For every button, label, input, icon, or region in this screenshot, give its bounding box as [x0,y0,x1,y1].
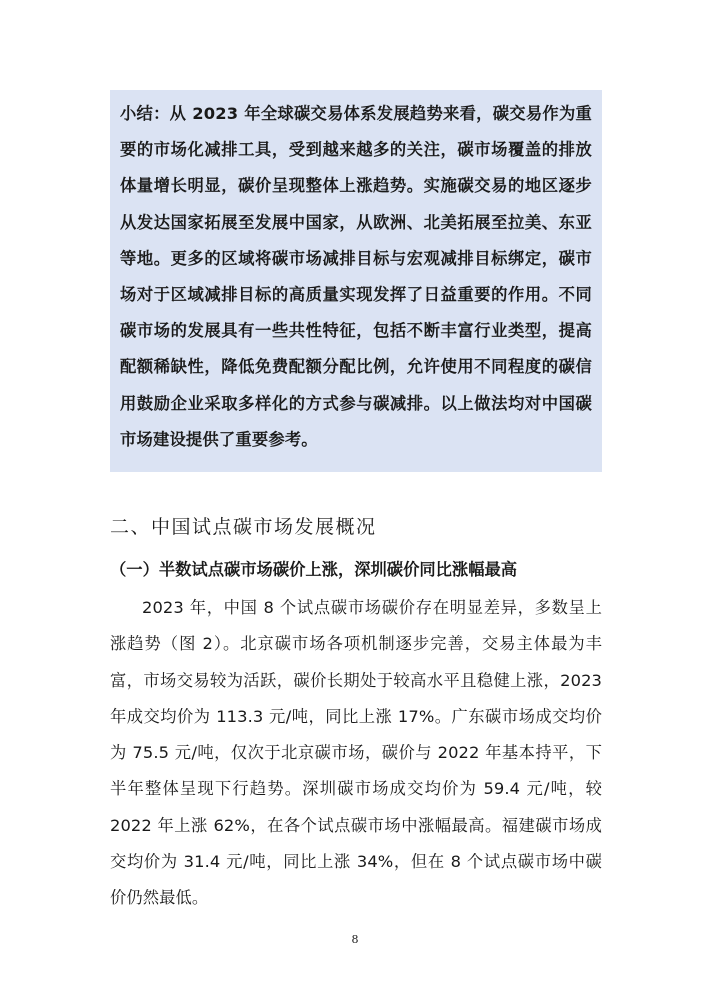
summary-box [110,90,602,472]
section-heading: 二、中国试点碳市场发展概况 [110,516,377,538]
summary-text: 小结：从 2023 年全球碳交易体系发展趋势来看，碳交易作为重要的市场化减排工具，受到越来越多的关注，碳市场覆盖的排放体量增长明显，碳价呈现整体上涨趋势。实施碳交易的地区逐步从发达国家拓展至发展中国家，从欧洲、北美拓展至拉美、东亚等地。更多的区域将碳市场减排目标与宏观减排目标绑定，碳市场对于区域减排目标的高质量实现发挥了日益重要的作用。不同碳市场的发展具有一些共性特征，包括不断丰富行业类型，提高配额稀缺性，降低免费配额分配比例，允许使用不同程度的碳信用鼓励企业采取多样化的方式参与碳减排。以上做法均对中国碳市场建设提供了重要参考。 [120,104,592,449]
body-paragraph: 2023 年，中国 8 个试点碳市场碳价存在明显差异，多数呈上涨趋势（图 2）。北京碳市场各项机制逐步完善，交易主体最为丰富，市场交易较为活跃，碳价长期处于较高水平且稳健上涨，2023 年成交均价为 113.3 元/吨，同比上涨 17%。广东碳市场成交均价为 75.5 元/吨，仅次于北京碳市场，碳价与 2022 年基本持平，下半年整体呈现下行趋势。深圳碳市场成交均价为 59.4 元/吨，较 2022 年上涨 62%，在各个试点碳市场中涨幅最高。福建碳市场成交均价为 31.4 元/吨，同比上涨 34%，但在 8 个试点碳市场中碳价仍然最低。 [110,598,602,908]
page-number: 8 [351,933,359,946]
sub-heading: （一）半数试点碳市场碳价上涨，深圳碳价同比涨幅最高 [110,560,518,579]
